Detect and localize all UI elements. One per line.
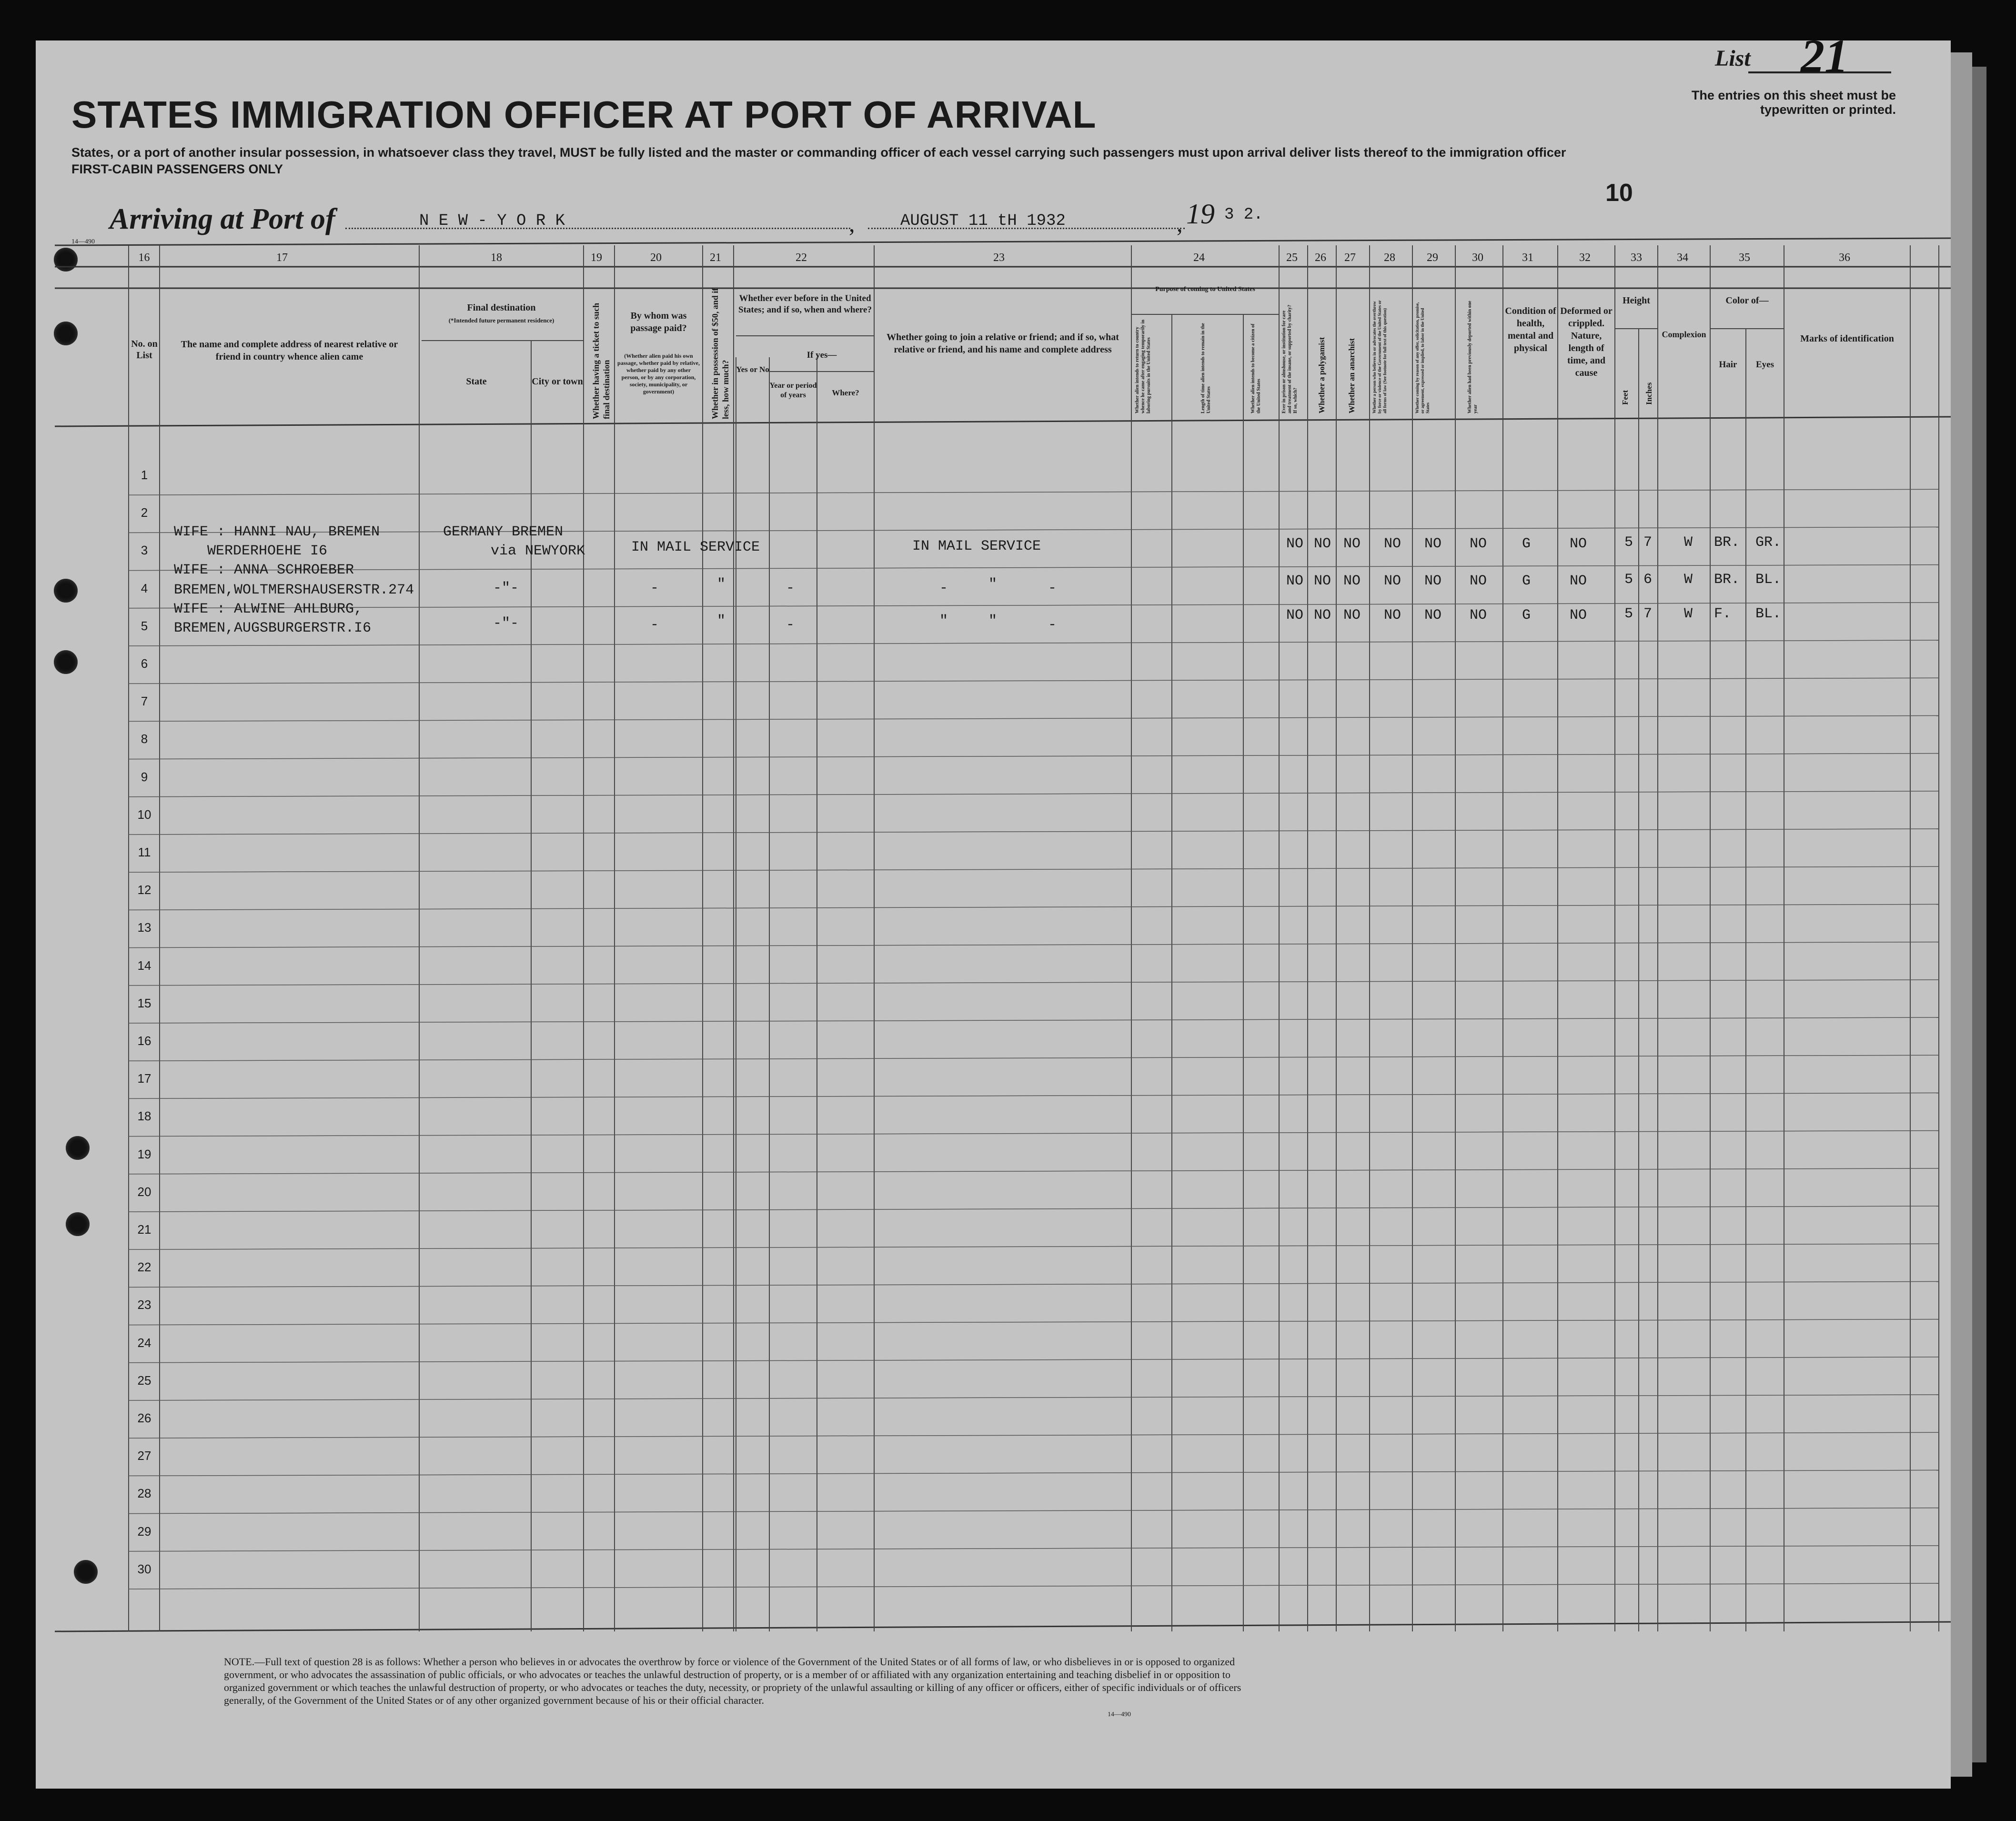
col-num-30: 30 xyxy=(1472,252,1483,264)
q25-value: NO xyxy=(1286,607,1304,624)
complexion-value: W xyxy=(1684,534,1693,551)
header-complexion: Complexion xyxy=(1662,330,1706,339)
year-suffix: 3 2. xyxy=(1224,206,1263,224)
row-number: 24 xyxy=(137,1335,151,1350)
col-num-19: 19 xyxy=(591,252,602,264)
row-line xyxy=(129,1168,1939,1174)
row-number: 25 xyxy=(137,1373,151,1388)
page-number: 10 xyxy=(1605,179,1633,207)
q29-value: NO xyxy=(1424,536,1442,552)
before-us-ditto: - xyxy=(786,617,795,633)
q28-value: NO xyxy=(1384,573,1401,589)
row-line xyxy=(129,1206,1939,1212)
destination-line1: GERMANY BREMEN xyxy=(443,524,564,540)
q27-value: NO xyxy=(1343,536,1361,552)
q29-value: NO xyxy=(1424,573,1442,589)
comma-separator: , xyxy=(849,210,855,237)
header-health: Condition of health, mental and physical xyxy=(1505,306,1556,353)
header-polygamist: Whether a polygamist xyxy=(1317,337,1326,413)
header-ticket: Whether having a ticket to such final destination xyxy=(591,302,611,419)
list-label: List xyxy=(1715,46,1751,71)
header-possession-50: Whether in possession of $50, and if less, how much? xyxy=(710,288,730,419)
col-num-24: 24 xyxy=(1193,252,1205,264)
relative-address-line1: WIFE : ALWINE AHLBURG, xyxy=(174,601,363,617)
header-length-stay: Length of time alien intends to remain in the United States xyxy=(1200,323,1211,413)
q28-value: NO xyxy=(1384,607,1401,624)
row-number: 21 xyxy=(137,1222,151,1237)
row-line xyxy=(129,1017,1939,1023)
year-prefix: 19 xyxy=(1186,198,1215,230)
destination-ditto: -"- xyxy=(493,580,519,596)
row-number: 22 xyxy=(137,1260,151,1275)
height-inches-value: 7 xyxy=(1643,606,1653,622)
deformed-value: NO xyxy=(1570,607,1587,624)
col-num-29: 29 xyxy=(1427,252,1438,264)
row-line xyxy=(129,904,1939,910)
row-number: 3 xyxy=(141,543,148,558)
relative-address-line1: WIFE : HANNI NAU, BREMEN xyxy=(174,524,380,540)
deformed-value: NO xyxy=(1570,536,1587,552)
header-prison: Ever in prison or almshouse, or institution for care and treatment of the insane, or supported by charity? If so, which? xyxy=(1281,304,1298,413)
footnote-form-code: 14—490 xyxy=(1108,1711,1131,1718)
complexion-value: W xyxy=(1684,572,1693,588)
row-line xyxy=(129,1093,1939,1098)
row-number: 11 xyxy=(138,845,151,859)
passage-ditto: - xyxy=(650,617,659,633)
destination-line2: via NEWYORK xyxy=(491,543,585,559)
row-number: 23 xyxy=(137,1298,151,1312)
join-ditto-1: " xyxy=(939,613,948,629)
header-color-of: Color of— xyxy=(1725,295,1769,306)
height-inches-value: 7 xyxy=(1643,534,1653,551)
row-line xyxy=(129,1244,1939,1249)
eyes-value: GR. xyxy=(1755,534,1782,551)
col-num-34: 34 xyxy=(1677,252,1688,264)
row-line xyxy=(129,829,1939,835)
q28-value: NO xyxy=(1384,536,1401,552)
q29-value: NO xyxy=(1424,607,1442,624)
col-num-25: 25 xyxy=(1286,252,1298,264)
row-line xyxy=(129,1508,1939,1514)
header-anarchist: Whether an anarchist xyxy=(1347,338,1356,413)
possession-ditto: " xyxy=(717,576,726,593)
header-final-destination: Final destination xyxy=(467,302,536,313)
header-deported: Whether alien had been previously deported within one year xyxy=(1467,301,1478,413)
col-num-27: 27 xyxy=(1344,252,1356,264)
row-number: 28 xyxy=(137,1486,151,1501)
join-ditto-3: - xyxy=(1048,580,1057,596)
row-line xyxy=(129,678,1939,684)
col-num-22: 22 xyxy=(796,252,807,264)
join-ditto-2: " xyxy=(988,576,998,593)
col-num-20: 20 xyxy=(650,252,662,264)
row-number: 6 xyxy=(141,656,148,671)
col-num-35: 35 xyxy=(1739,252,1750,264)
row-number: 10 xyxy=(137,807,151,822)
q27-value: NO xyxy=(1343,573,1361,589)
footnote-text: —Full text of question 28 is as follows: Whether a person who believes in or advocates the overthrow by force or violence of the Government of the United States or of all forms of law, or who disbelieves in or is opposed to organized government, or who advocates the assassination of public officials, or who advocates or teaches the unlawful destruction of property, or is a member of or affiliated with any organization entertaining and teaching disbelief in or opposition to organized government or which teaches the unlawful destruction of property, or who advocates or teaches the duty, necessity, or propriety of the unlawful assaulting or killing of any officer or officers, either of specific individuals or of officers generally, of the Government of the United States or of any other organized government because of his or their official character. xyxy=(224,1656,1241,1706)
header-passage-paid-sub: (Whether alien paid his own passage, whether paid by relative, whether paid by any other person, or by any corporation, society, municipality, or government) xyxy=(617,352,700,395)
row-number: 26 xyxy=(137,1411,151,1425)
join-ditto-2: " xyxy=(988,613,998,629)
row-line xyxy=(129,1395,1939,1400)
row-line xyxy=(129,640,1939,646)
q25-value: NO xyxy=(1286,536,1304,552)
q26-value: NO xyxy=(1314,536,1331,552)
col-num-16: 16 xyxy=(138,252,150,264)
height-feet-value: 5 xyxy=(1624,534,1633,551)
health-value: G xyxy=(1522,573,1531,589)
page-title: STATES IMMIGRATION OFFICER AT PORT OF ARRIVAL xyxy=(71,93,1097,136)
height-inches-value: 6 xyxy=(1643,572,1653,588)
complexion-value: W xyxy=(1684,606,1693,622)
instruction-line: States, or a port of another insular possession, in whatsoever class they travel, MUST be fully listed and the master or commanding officer of each vessel carrying such passengers must upon arrival deliver lists thereof to the immigration officer xyxy=(71,145,1566,160)
port-value: N E W - Y O R K xyxy=(419,212,565,230)
q26-value: NO xyxy=(1314,607,1331,624)
row-line xyxy=(129,715,1939,721)
row-number: 27 xyxy=(137,1449,151,1463)
row-line xyxy=(129,1583,1939,1589)
header-relative-address: The name and complete address of nearest relative or friend in country whence alien came xyxy=(181,339,398,362)
row-line xyxy=(129,565,1939,571)
health-value: G xyxy=(1522,607,1531,624)
destination-ditto: -"- xyxy=(493,615,519,632)
eyes-value: BL. xyxy=(1755,572,1782,588)
row-number: 29 xyxy=(137,1524,151,1539)
row-line xyxy=(129,866,1939,872)
header-purpose: Purpose of coming to United States xyxy=(1155,286,1255,293)
relative-address-line2: BREMEN,AUGSBURGERSTR.I6 xyxy=(174,620,372,636)
height-feet-value: 5 xyxy=(1624,572,1633,588)
row-line xyxy=(129,1546,1939,1551)
relative-address-line2: WERDERHOEHE I6 xyxy=(207,543,328,559)
header-return-intent: Whether alien intends to return to country whence he came after engaging temporarily in laboring pursuits in the United States xyxy=(1135,320,1151,413)
health-value: G xyxy=(1522,536,1531,552)
row-line xyxy=(129,791,1939,797)
row-line xyxy=(129,942,1939,948)
row-line xyxy=(129,1319,1939,1325)
col-num-36: 36 xyxy=(1839,252,1850,264)
join-ditto-3: - xyxy=(1048,617,1057,633)
join-relative-value: IN MAIL SERVICE xyxy=(912,538,1041,554)
row-number: 18 xyxy=(137,1109,151,1124)
row-number: 8 xyxy=(141,732,148,746)
header-marks: Marks of identification xyxy=(1800,333,1894,344)
row-line xyxy=(129,603,1939,608)
col-num-23: 23 xyxy=(993,252,1005,264)
header-hair: Hair xyxy=(1719,360,1737,370)
header-yes-no: Yes or No xyxy=(736,365,769,374)
col-num-31: 31 xyxy=(1522,252,1533,264)
q30-value: NO xyxy=(1470,573,1487,589)
header-feet: Feet xyxy=(1621,390,1630,405)
row-number: 17 xyxy=(137,1071,151,1086)
col-num-17: 17 xyxy=(276,252,288,264)
col-num-26: 26 xyxy=(1315,252,1326,264)
possession-ditto: " xyxy=(717,613,726,629)
header-city: City or town xyxy=(532,376,583,387)
row-line xyxy=(129,1281,1939,1287)
passage-ditto: - xyxy=(650,580,659,596)
header-state: State xyxy=(466,376,487,387)
entries-note: The entries on this sheet must be typewritten or printed. xyxy=(1691,88,1896,117)
row-number: 14 xyxy=(137,958,151,973)
date-value: AUGUST 11 tH 1932 xyxy=(900,212,1066,230)
row-number: 7 xyxy=(141,694,148,709)
header-join-relative: Whether going to join a relative or friend; and if so, what relative or friend, and his name and complete address xyxy=(887,332,1119,355)
header-where: Where? xyxy=(832,388,859,397)
row-line xyxy=(129,1055,1939,1061)
row-line xyxy=(129,980,1939,986)
row-line xyxy=(129,1131,1939,1137)
row-line xyxy=(129,754,1939,759)
header-labor-offer: Whether coming by reason of any offer, solicitation, promise, or agreement, expressed or implied, to labor in the United States xyxy=(1415,302,1430,413)
header-final-destination-sub: (*Intended future permanent residence) xyxy=(448,317,554,324)
relative-address-line2: BREMEN,WOLTMERSHAUSERSTR.274 xyxy=(174,582,414,598)
col-num-28: 28 xyxy=(1384,252,1395,264)
relative-address-line1: WIFE : ANNA SCHROEBER xyxy=(174,562,354,578)
header-passage-paid: By whom was passage paid? xyxy=(630,311,687,333)
col-num-21: 21 xyxy=(710,252,721,264)
hair-value: F. xyxy=(1714,606,1732,622)
arriving-label: Arriving at Port of xyxy=(110,203,335,235)
hair-value: BR. xyxy=(1714,534,1740,551)
header-years: Year or period of years xyxy=(769,382,817,399)
deformed-value: NO xyxy=(1570,573,1587,589)
header-if-yes: If yes— xyxy=(806,350,837,360)
header-height: Height xyxy=(1623,295,1650,306)
form-code: 14—490 xyxy=(71,238,95,245)
list-number: 21 xyxy=(1801,30,1848,82)
passage-paid-value: IN MAIL SERVICE xyxy=(631,539,760,555)
row-line xyxy=(129,1432,1939,1438)
eyes-value: BL. xyxy=(1755,606,1782,622)
header-no-on-list: No. on List xyxy=(131,339,158,361)
row-line xyxy=(129,1470,1939,1476)
row-number: 15 xyxy=(137,996,151,1010)
row-line xyxy=(129,527,1939,533)
row-number: 2 xyxy=(141,505,148,520)
join-ditto-1: - xyxy=(939,580,948,596)
q25-value: NO xyxy=(1286,573,1304,589)
header-citizen-intent: Whether alien intends to become a citizen of the United States xyxy=(1250,323,1261,413)
q27-value: NO xyxy=(1343,607,1361,624)
row-number: 19 xyxy=(137,1147,151,1161)
q26-value: NO xyxy=(1314,573,1331,589)
row-number: 20 xyxy=(137,1184,151,1199)
row-number: 13 xyxy=(137,920,151,935)
instruction-class: FIRST-CABIN PASSENGERS ONLY xyxy=(71,162,283,176)
header-before-in-us: Whether ever before in the United States; and if so, when and where? xyxy=(738,293,872,315)
header-inches: Inches xyxy=(1644,382,1653,405)
height-feet-value: 5 xyxy=(1624,606,1633,622)
q30-value: NO xyxy=(1470,536,1487,552)
col-num-32: 32 xyxy=(1579,252,1591,264)
row-number: 16 xyxy=(137,1034,151,1048)
row-number: 5 xyxy=(141,618,148,633)
q30-value: NO xyxy=(1470,607,1487,624)
row-number: 1 xyxy=(141,468,148,482)
hair-value: BR. xyxy=(1714,572,1740,588)
col-num-33: 33 xyxy=(1631,252,1642,264)
footnote-label: NOTE. xyxy=(224,1656,255,1668)
header-overthrow: Whether a person who believes in or advocates the overthrow by force or violence of the Government of the United States or all forms of law (See footnote for full text of this question) xyxy=(1372,300,1387,413)
comma-separator: , xyxy=(1177,210,1183,237)
footnote xyxy=(224,1655,1248,1707)
row-line xyxy=(129,1357,1939,1363)
row-number: 9 xyxy=(141,769,148,784)
row-number: 12 xyxy=(137,883,151,897)
before-us-ditto: - xyxy=(786,580,795,596)
row-line xyxy=(129,489,1939,495)
header-deformed: Deformed or crippled. Nature, length of time, and cause xyxy=(1560,306,1613,378)
header-eyes: Eyes xyxy=(1756,360,1774,370)
row-number: 30 xyxy=(137,1561,151,1576)
col-num-18: 18 xyxy=(491,252,502,264)
row-number: 4 xyxy=(141,581,148,595)
